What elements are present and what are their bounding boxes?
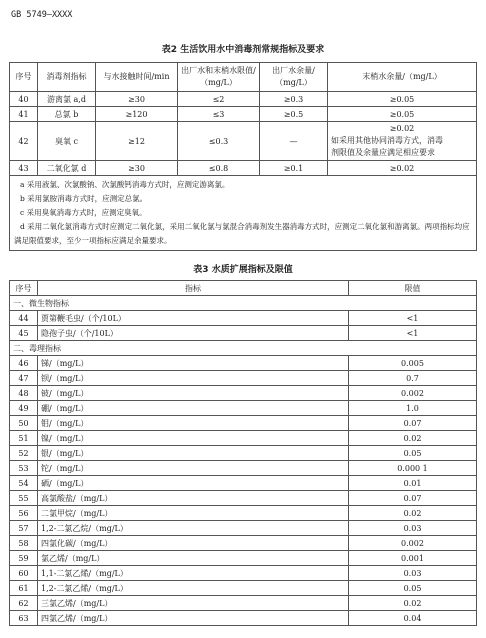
table-row (10, 536, 477, 551)
table-row (10, 416, 477, 431)
table-row (10, 596, 477, 611)
indicator-name: 三氯乙烯/（mg/L） (38, 596, 349, 611)
col-header: 序号 (10, 63, 38, 92)
table-row (10, 446, 477, 461)
limit-value: 0.02 (349, 431, 477, 446)
table-row (10, 311, 477, 326)
indicator-name: 总氯 b (38, 107, 96, 122)
row-no: 55 (10, 491, 38, 506)
limit-value: 0.02 (349, 596, 477, 611)
table-row (10, 476, 477, 491)
indicator-name: 1,1-二氯乙烯/（mg/L） (38, 566, 349, 581)
row-no: 44 (10, 311, 38, 326)
table-row (10, 611, 477, 626)
limit-value: ≤0.3 (178, 122, 260, 161)
terminal-note: 如采用其他协同消毒方式，消毒 (331, 136, 443, 145)
table-row (10, 326, 477, 341)
limit-value: 0.01 (349, 476, 477, 491)
footnote: d 采用二氧化氯消毒方式时应测定二氧化氯，采用二氧化氯与氯混合消毒剂发生器消毒方式时，应测定二氧化氯和游离氯。两项指标均应满足限值要求，至少一项指标应满足余量要求。 (14, 222, 470, 245)
indicator-name: 二氧化氯 d (38, 161, 96, 176)
table-row (10, 551, 477, 566)
table-row (10, 92, 477, 107)
limit-value: 0.000 1 (349, 461, 477, 476)
table-row (10, 581, 477, 596)
terminal-cell (328, 122, 477, 161)
table-row (10, 506, 477, 521)
table-header-row (10, 281, 477, 296)
indicator-name: 贾第鞭毛虫/（个/10L） (38, 311, 349, 326)
limit-value: <1 (349, 311, 477, 326)
table-row (10, 122, 477, 161)
limit-value: 0.03 (349, 566, 477, 581)
limit-value: 1.0 (349, 401, 477, 416)
limit-value: ≤0.8 (178, 161, 260, 176)
limit-value: 0.05 (349, 581, 477, 596)
row-no: 51 (10, 431, 38, 446)
indicator-name: 二氯甲烷/（mg/L） (38, 506, 349, 521)
table-body (10, 296, 477, 626)
section-row (10, 341, 477, 356)
row-no: 54 (10, 476, 38, 491)
table-row (10, 566, 477, 581)
footnote: b 采用氯胺消毒方式时，应测定总氯。 (20, 194, 148, 203)
table-row (10, 491, 477, 506)
indicator-name: 锑/（mg/L） (38, 356, 349, 371)
row-no: 62 (10, 596, 38, 611)
table-row (10, 356, 477, 371)
limit-value: 0.002 (349, 536, 477, 551)
limit-value: 0.05 (349, 446, 477, 461)
row-no: 61 (10, 581, 38, 596)
limit-value: ≤2 (178, 92, 260, 107)
row-no: 63 (10, 611, 38, 626)
row-no: 43 (10, 161, 38, 176)
table2-caption: 表2 生活饮用水中消毒剂常规指标及要求 (161, 45, 325, 55)
limit-value: 0.07 (349, 416, 477, 431)
table-row (10, 401, 477, 416)
indicator-name: 四氯化碳/（mg/L） (38, 536, 349, 551)
table-row (10, 521, 477, 536)
indicator-name: 银/（mg/L） (38, 446, 349, 461)
indicator-name: 钼/（mg/L） (38, 416, 349, 431)
col-header: 与水接触时间/min (96, 63, 178, 92)
row-no: 60 (10, 566, 38, 581)
terminal-value: ≥0.05 (328, 92, 477, 107)
row-no: 41 (10, 107, 38, 122)
residual-value: ≥0.1 (260, 161, 328, 176)
terminal-value: ≥0.05 (328, 107, 477, 122)
row-no: 45 (10, 326, 38, 341)
contact-time: ≥30 (96, 92, 178, 107)
row-no: 52 (10, 446, 38, 461)
limit-value: 0.002 (349, 386, 477, 401)
table-row (10, 371, 477, 386)
limit-value: <1 (349, 326, 477, 341)
limit-value: 0.02 (349, 506, 477, 521)
indicator-name: 氯乙烯/（mg/L） (38, 551, 349, 566)
table3-caption: 表3 水质扩展指标及限值 (193, 265, 293, 275)
terminal-note: 剂限值及余量应满足相应要求 (331, 148, 435, 157)
col-header: 出厂水和末梢水限值/（mg/L） (178, 63, 260, 92)
indicator-name: 硒/（mg/L） (38, 476, 349, 491)
limit-value: 0.001 (349, 551, 477, 566)
section-title: 二、毒理指标 (10, 341, 477, 356)
section-title: 一、微生物指标 (10, 296, 477, 311)
indicator-name: 四氯乙烯/（mg/L） (38, 611, 349, 626)
row-no: 58 (10, 536, 38, 551)
notes-row (10, 176, 477, 251)
limit-value: 0.04 (349, 611, 477, 626)
indicator-name: 钡/（mg/L） (38, 371, 349, 386)
footnote: c 采用臭氧消毒方式时，应测定臭氧。 (20, 208, 147, 217)
table-row (10, 107, 477, 122)
col-header: 指标 (38, 281, 349, 296)
limit-value: ≤3 (178, 107, 260, 122)
terminal-value: ≥0.02 (328, 161, 477, 176)
terminal-value: ≥0.02 (389, 124, 415, 133)
limit-value: 0.005 (349, 356, 477, 371)
indicator-name: 隐孢子虫/（个/10L） (38, 326, 349, 341)
limit-value: 0.07 (349, 491, 477, 506)
indicator-name: 1,2-二氯乙烷/（mg/L） (38, 521, 349, 536)
table-header-row (10, 63, 477, 92)
col-header: 限值 (349, 281, 477, 296)
footnote: a 采用液氯、次氯酸钠、次氯酸钙消毒方式时，应测定游离氯。 (20, 180, 230, 189)
col-header: 出厂水余量/（mg/L） (260, 63, 328, 92)
limit-value: 0.7 (349, 371, 477, 386)
row-no: 46 (10, 356, 38, 371)
contact-time: ≥12 (96, 122, 178, 161)
row-no: 47 (10, 371, 38, 386)
row-no: 57 (10, 521, 38, 536)
indicator-name: 臭氧 c (38, 122, 96, 161)
disinfectant-table (9, 62, 477, 251)
indicator-name: 1,2-二氯乙烯/（mg/L） (38, 581, 349, 596)
row-no: 50 (10, 416, 38, 431)
indicator-name: 铍/（mg/L） (38, 386, 349, 401)
contact-time: ≥30 (96, 161, 178, 176)
row-no: 56 (10, 506, 38, 521)
col-header: 消毒剂指标 (38, 63, 96, 92)
row-no: 53 (10, 461, 38, 476)
indicator-name: 硼/（mg/L） (38, 401, 349, 416)
footnotes (10, 176, 477, 251)
contact-time: ≥120 (96, 107, 178, 122)
table-row (10, 386, 477, 401)
col-header: 序号 (10, 281, 38, 296)
row-no: 40 (10, 92, 38, 107)
residual-value: — (260, 122, 328, 161)
table-row (10, 161, 477, 176)
col-header: 末梢水余量/（mg/L） (328, 63, 477, 92)
indicator-name: 镍/（mg/L） (38, 431, 349, 446)
residual-value: ≥0.3 (260, 92, 328, 107)
standard-code: GB 5749—XXXX (11, 10, 73, 20)
table-row (10, 431, 477, 446)
row-no: 48 (10, 386, 38, 401)
limit-value: 0.03 (349, 521, 477, 536)
row-no: 49 (10, 401, 38, 416)
extended-indicators-table (9, 280, 477, 626)
table-row (10, 461, 477, 476)
residual-value: ≥0.5 (260, 107, 328, 122)
indicator-name: 游离氯 a,d (38, 92, 96, 107)
indicator-name: 铊/（mg/L） (38, 461, 349, 476)
indicator-name: 高氯酸盐/（mg/L） (38, 491, 349, 506)
row-no: 42 (10, 122, 38, 161)
row-no: 59 (10, 551, 38, 566)
section-row (10, 296, 477, 311)
